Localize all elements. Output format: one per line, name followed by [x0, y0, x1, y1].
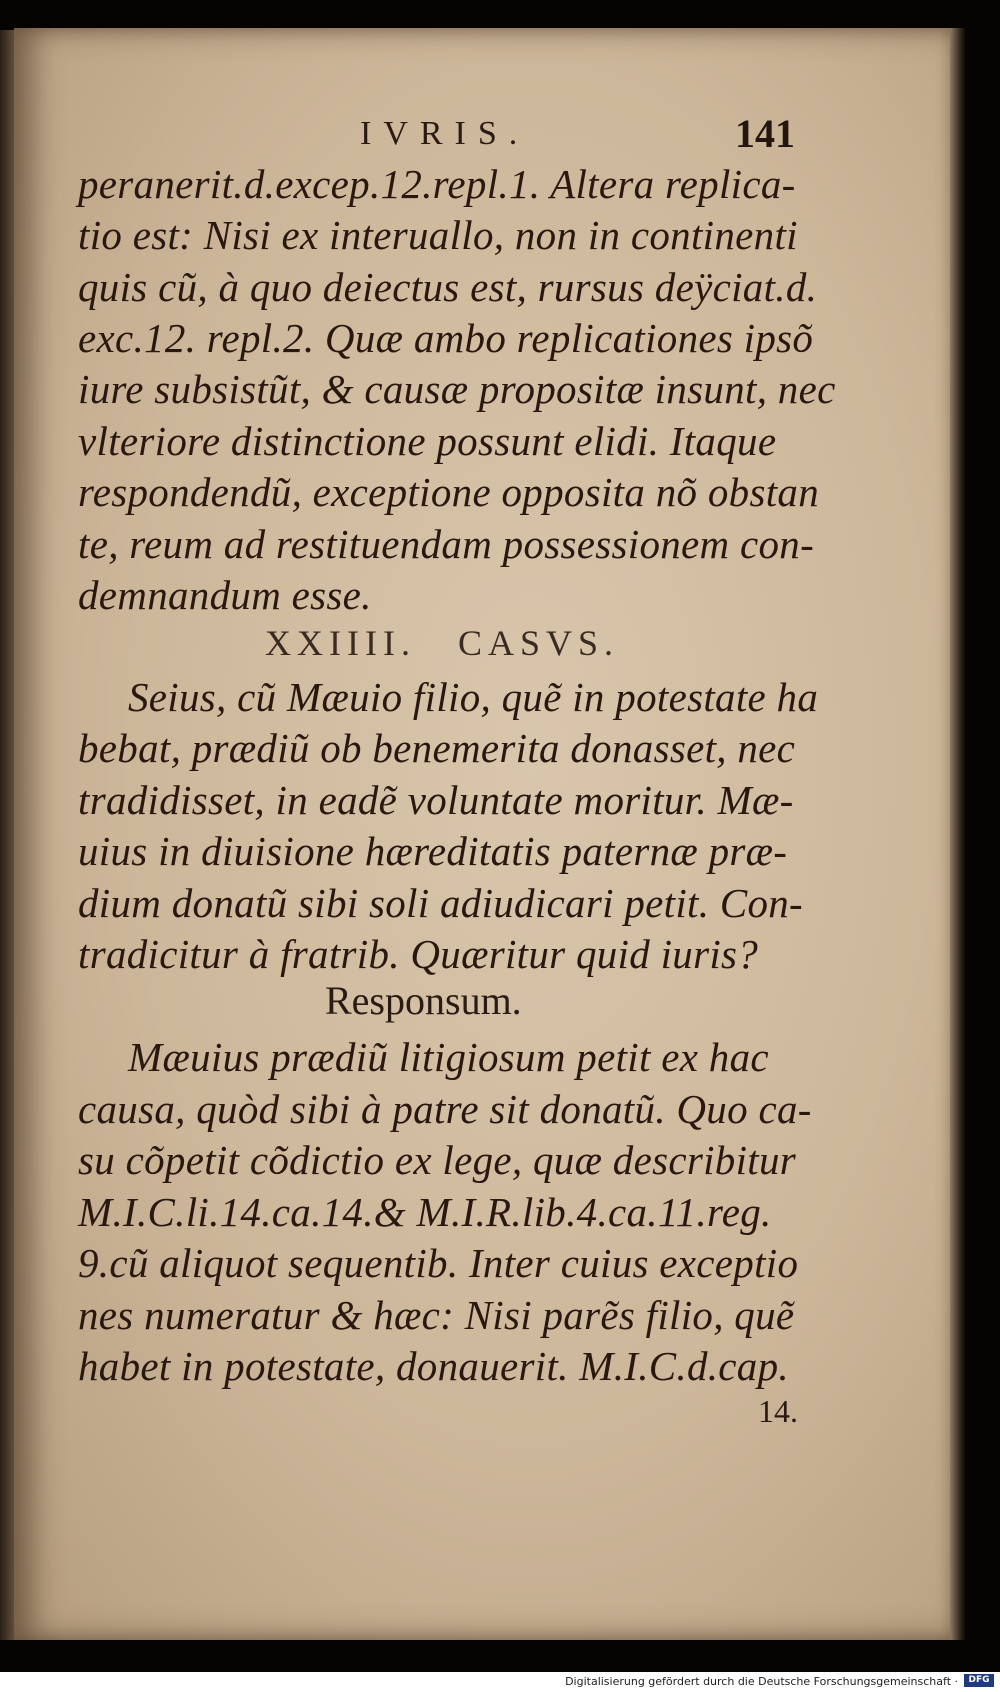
page-number: 141	[735, 111, 795, 156]
text-line: vlteriore distinctione possunt elidi. Itaque	[78, 418, 777, 464]
section-number: XXIIII.	[265, 623, 416, 663]
text-line: 9.cũ aliquot sequentib. Inter cuius exceptio	[78, 1240, 799, 1286]
text-line: exc.12. repl.2. Quæ ambo replicationes ipsõ	[78, 315, 814, 361]
text-line: te, reum ad restituendam possessionem con-	[78, 521, 815, 567]
section-title	[265, 622, 619, 664]
text-line: Mæuius prædiũ litigiosum petit ex hac	[128, 1034, 769, 1080]
section-label: CASVS.	[457, 623, 620, 663]
text-line: tradidisset, in eadẽ voluntate moritur. Mæ-	[78, 777, 794, 823]
text-line: quis cũ, à quo deiectus est, rursus deÿciat.d.	[78, 264, 818, 310]
text-line: bebat, prædiũ ob benemerita donasset, nec	[78, 725, 796, 771]
text-line: peranerit.d.excep.12.repl.1. Altera replica-	[78, 161, 796, 207]
digitization-credit: Digitalisierung gefördert durch die Deutsche Forschungsgemeinschaft ·	[565, 1675, 958, 1688]
text-line: su cõpetit cõdictio ex lege, quæ describitur	[78, 1137, 797, 1183]
text-line: tio est: Nisi ex interuallo, non in continenti	[78, 212, 798, 258]
text-line: nes numeratur & hæc: Nisi parẽs filio, quẽ	[78, 1292, 795, 1338]
page-fore-edge	[950, 28, 966, 1640]
running-head: IVRIS.	[360, 115, 530, 152]
text-line: dium donatũ sibi soli adiudicari petit. Con-	[78, 880, 804, 926]
catchword: 14.	[758, 1393, 798, 1429]
text-line: habet in potestate, donauerit. M.I.C.d.cap.	[78, 1343, 789, 1389]
text-line: Seius, cũ Mæuio filio, quẽ in potestate ha	[128, 674, 819, 720]
responsum-heading: Responsum.	[325, 978, 522, 1023]
text-line: uius in diuisione hæreditatis paternæ præ-	[78, 828, 788, 874]
text-line: demnandum esse.	[78, 572, 372, 618]
text-line: tradicitur à fratrib. Quæritur quid iuris?	[78, 931, 759, 977]
text-line: respondendũ, exceptione opposita nõ obstan	[78, 469, 819, 515]
text-line: causa, quòd sibi à patre sit donatũ. Quo ca-	[78, 1086, 812, 1132]
dfg-logo: DFG	[964, 1674, 994, 1687]
text-line: M.I.C.li.14.ca.14.& M.I.R.lib.4.ca.11.reg.	[78, 1189, 772, 1235]
text-line: iure subsistũt, & causæ propositæ insunt, nec	[78, 366, 836, 412]
